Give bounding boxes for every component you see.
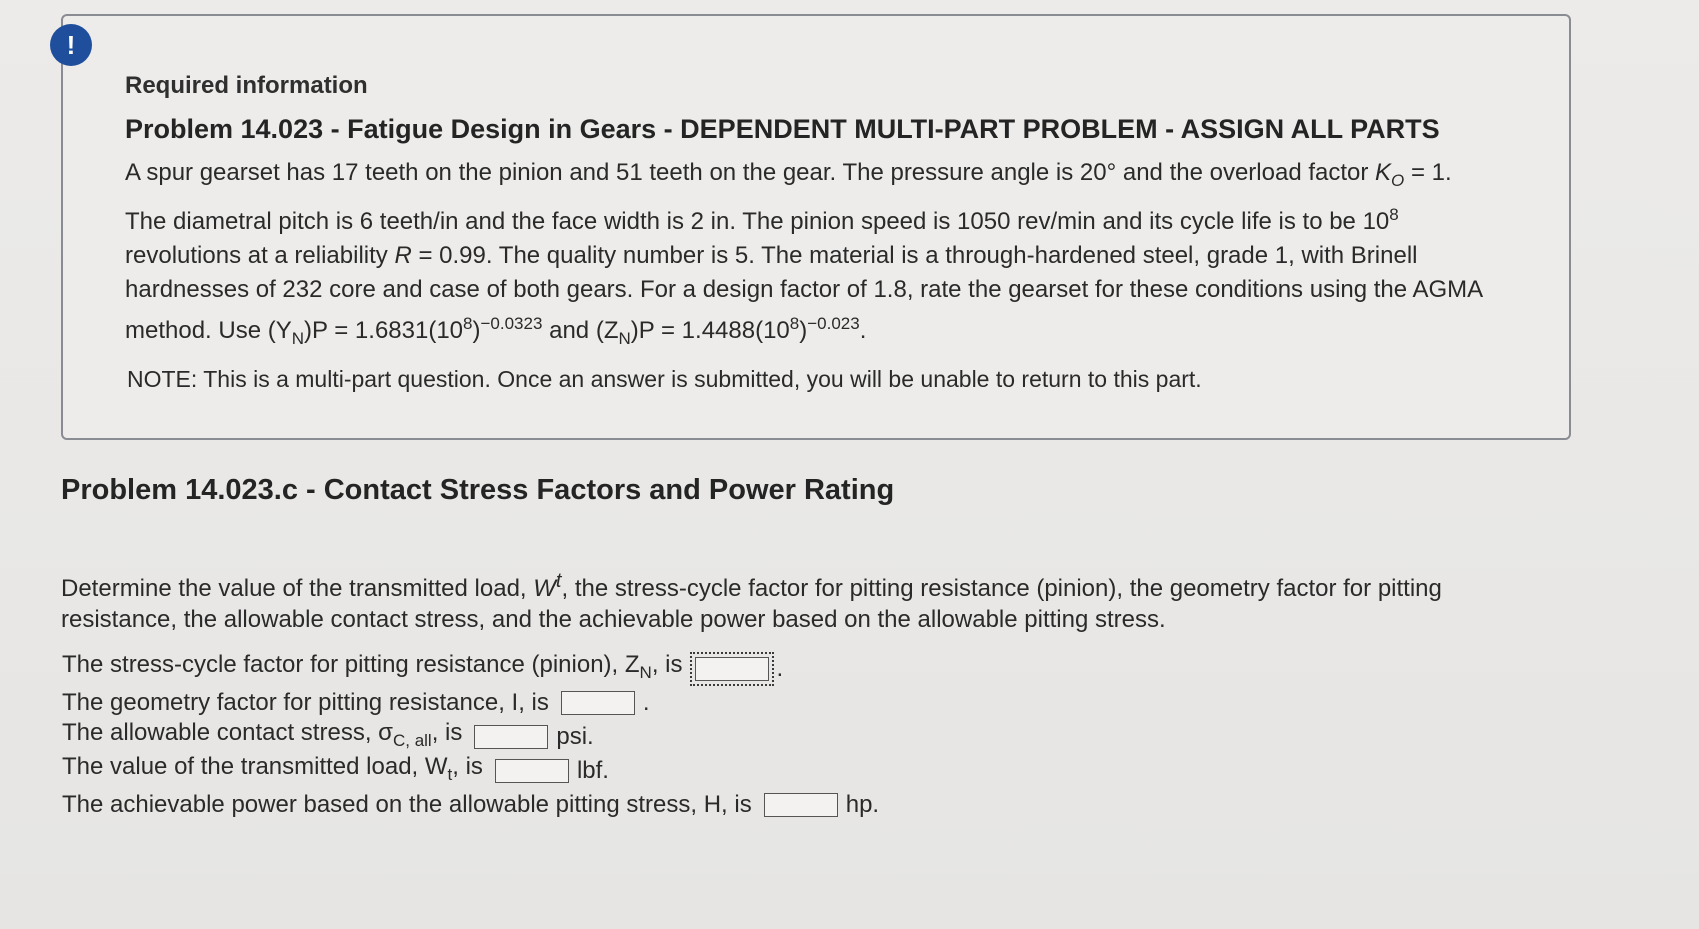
geometry-factor-input[interactable]: [561, 691, 635, 715]
answer-row-sigma: The allowable contact stress, $\sigma_{C, all}$, is psi.: [62, 720, 879, 754]
contact-stress-input[interactable]: [474, 725, 548, 749]
answer-unit: lbf.: [576, 757, 609, 784]
required-info-label: Required information: [125, 72, 368, 99]
answer-row-wt: The value of the transmitted load, $W_t$, is lbf.: [62, 754, 879, 788]
answer-list: [62, 652, 879, 822]
zn-answer-input[interactable]: [695, 657, 769, 681]
answer-unit: hp.: [845, 791, 880, 818]
transmitted-load-input[interactable]: [495, 759, 569, 783]
answer-row-i: The geometry factor for pitting resistance, I, is .: [62, 686, 879, 720]
problem-title: Problem 14.023 - Fatigue Design in Gears - DEPENDENT MULTI-PART PROBLEM - ASSIGN ALL PARTS: [125, 114, 1440, 144]
part-description: Determine the value of the transmitted load, $W^t$, the stress-cycle factor for pitting resistance (pinion), the geometry factor for pitting resistance, the allowable contact stress, and the achievable power based on the allowable pitting stress.: [61, 570, 1442, 633]
answer-unit: psi.: [556, 723, 594, 750]
power-input[interactable]: [764, 793, 838, 817]
answer-unit: .: [776, 655, 784, 682]
multi-part-note: NOTE: This is a multi-part question. Once an answer is submitted, you will be unable to return to this part.: [127, 366, 1202, 392]
answer-unit: .: [642, 689, 650, 716]
part-title: Problem 14.023.c - Contact Stress Factors and Power Rating: [61, 474, 895, 506]
problem-statement: A spur gearset has 17 teeth on the pinion and 51 teeth on the gear. The pressure angle is 20° and the overload factor $K_O = 1$. The diametral pitch is 6 teeth/in and the face width is 2 in. The pinion speed is 1050 rev/min and its cycle life is to be $10^8$ revolutions at a reliability R = 0.99. The quality number is 5. The material is a through-hardened steel, grade 1, with Brinell hardnesses of 232 core and case of both gears. For a design factor of 1.8, rate the gearset for these conditions using the AGMA method. Use $(Y_N)P = 1.6831(10^8)^{-0.0323}$ and $(Z_N)P = 1.4488(10^8)^{-0.023}$.: [125, 159, 1482, 348]
alert-icon: !: [50, 24, 92, 66]
answer-row-zn: The stress-cycle factor for pitting resistance (pinion), $Z_N$, is .: [62, 652, 879, 686]
answer-row-h: The achievable power based on the allowable pitting stress, H, is hp.: [62, 788, 879, 822]
